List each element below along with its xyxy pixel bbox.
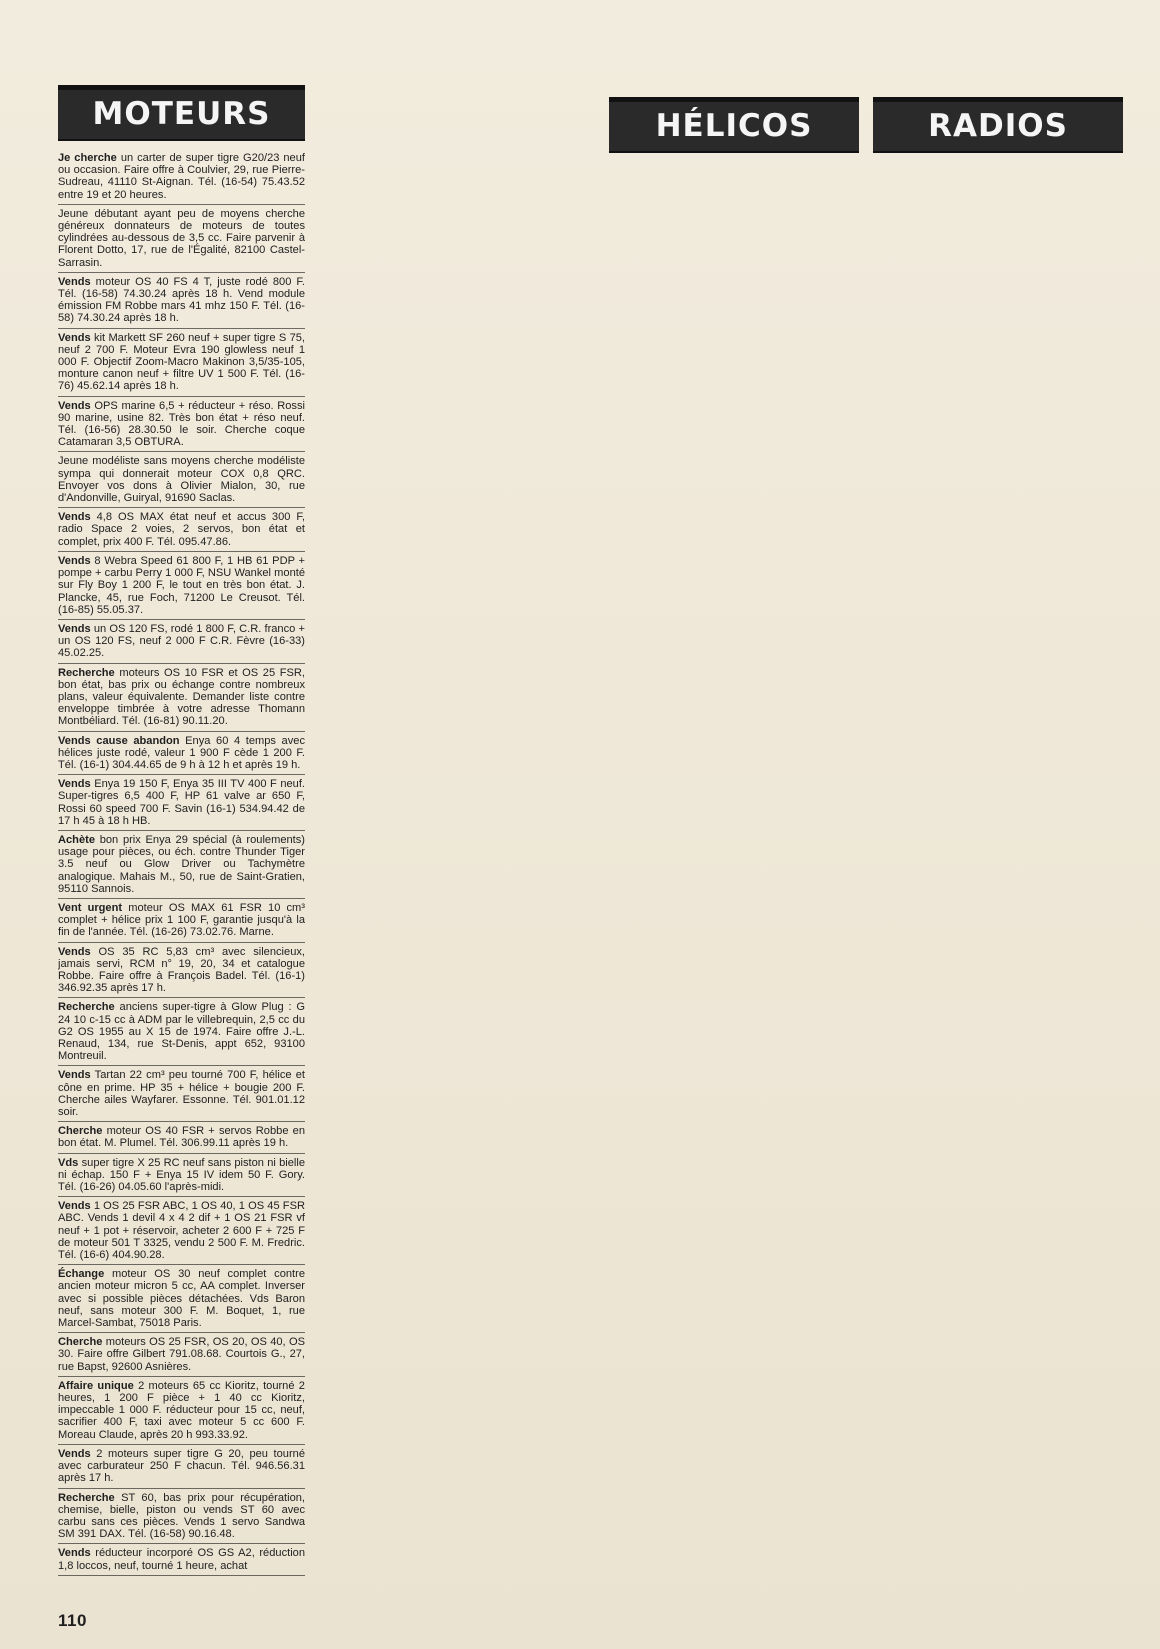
classified-ad: [58, 455, 305, 508]
classified-ad: [58, 1069, 305, 1122]
ad-lead: Vends: [58, 554, 91, 567]
ad-text: Enya 19 150 F, Enya 35 III TV 400 F neuf. Super-tigres 6,5 400 F, HP 61 valve ar 650 F, Rossi 60 speed 700 F. Savin (16-1) 534.94.42 de 17 h 45 à 18 h HB.: [58, 778, 305, 827]
ad-lead: Cherche: [58, 1336, 103, 1349]
ad-lead: Affaire unique: [58, 1379, 134, 1392]
classified-ad: [58, 946, 305, 999]
ad-lead: Vends: [58, 1447, 91, 1460]
classified-ad: [58, 1492, 305, 1545]
classified-ad: [58, 1448, 305, 1489]
ads-columns: [58, 85, 1103, 1600]
ad-lead: Recherche: [58, 1491, 115, 1504]
ad-text: super tigre X 25 RC neuf sans piston ni bielle ni échap. 150 F + Enya 15 IV idem 50 F. Gory. Tél. (16-26) 04.05.60 l'après-midi.: [58, 1156, 305, 1194]
classified-ad: [58, 400, 305, 453]
ad-text: 2 moteurs 65 cc Kioritz, tourné 2 heures, 1 200 F pièce + 1 40 cc Kioritz, impeccable 1 000 F. réducteur pour 15 cc, neuf, sacrifier 400 F, taxi avec moteur 5 cc 600 F. Moreau Claude, après 20 h 993.33.92.: [58, 1379, 305, 1441]
classified-ad: [58, 208, 305, 273]
column-4: [873, 85, 1123, 1600]
ad-lead: Vent urgent: [58, 901, 123, 914]
ad-lead: Vds: [58, 1156, 79, 1169]
ad-lead: Vends: [58, 275, 91, 288]
classified-ad: [58, 1001, 305, 1066]
classified-ad: [58, 1157, 305, 1198]
column-3: [609, 85, 859, 1600]
ad-text: réducteur incorporé OS GS A2, réduction 1,8 loccos, neuf, tourné 1 heure, achat: [58, 1547, 305, 1572]
section-title-helicos: HÉLICOS: [609, 97, 859, 153]
ad-lead: Cherche: [58, 1125, 103, 1138]
column-1: [58, 85, 305, 1600]
ad-lead: Vends: [58, 1200, 91, 1213]
ad-lead: Recherche: [58, 1001, 115, 1014]
ad-text: OS 35 RC 5,83 cm³ avec silencieux, jamais servi, RCM n° 19, 20, 34 et catalogue Robbe. Faire offre à François Badel. Tél. (16-1) 346.92.35 après 17 h.: [58, 945, 305, 995]
classified-ad: [58, 667, 305, 732]
ad-lead: Recherche: [58, 666, 115, 679]
ad-lead: Vends: [58, 622, 91, 635]
ad-lead: Vends: [58, 511, 91, 524]
page-number: 110: [58, 1611, 87, 1630]
classified-ad: [58, 152, 305, 205]
classified-ad: [58, 555, 305, 620]
classified-ad: [58, 1336, 305, 1377]
classified-ad: [58, 1547, 305, 1575]
ads-list-1: [58, 152, 305, 1576]
ad-text: Jeune débutant ayant peu de moyens cherche généreux donnateurs de moteurs de toutes cylindrées au-dessous de 3,5 cc. Faire parvenir à Florent Dotto, 17, rue de l'Égalité, 82100 Castel-Sarrasin.: [58, 207, 305, 269]
ad-text: Enya 60 4 temps avec hélices juste rodé, valeur 1 900 F cède 1 200 F. Tél. (16-1) 304.44.65 de 9 h à 12 h et après 19 h.: [58, 734, 305, 771]
ad-lead: Échange: [58, 1268, 105, 1281]
ad-text: kit Markett SF 260 neuf + super tigre S 75, neuf 2 700 F. Moteur Evra 190 glowless neuf 1 000 F. Objectif Zoom-Macro Makinon 3,5/35-105, monture canon neuf + filtre UV 1 500 F. Tél. (16-76) 45.62.14 après 18 h.: [58, 331, 305, 393]
classified-ad: [58, 834, 305, 899]
classified-ad: [58, 511, 305, 552]
ad-text: 4,8 OS MAX état neuf et accus 300 F, radio Space 2 voies, 2 servos, bon état et complet, prix 400 F. Tél. 095.47.86.: [58, 511, 305, 548]
ad-lead: Vends: [58, 945, 91, 958]
ad-text: Jeune modéliste sans moyens cherche modéliste sympa qui donnerait moteur COX 0,8 QRC. Envoyer vos dons à Olivier Mialon, 30, rue d'Andonville, Guiryal, 91690 Saclas.: [58, 455, 305, 505]
ad-lead: Vends: [58, 1069, 91, 1082]
section-title-moteurs: MOTEURS: [58, 85, 305, 141]
ad-text: moteur OS 40 FSR + servos Robbe en bon état. M. Plumel. Tél. 306.99.11 après 19 h.: [58, 1125, 305, 1150]
ad-lead: Vends cause abandon: [58, 734, 180, 747]
ad-text: 1 OS 25 FSR ABC, 1 OS 40, 1 OS 45 FSR ABC. Vends 1 devil 4 x 4 2 dif + 1 OS 21 FSR vf neuf + 1 pot + réservoir, acheter 2 600 F + 725 F de moteur 501 T 3325, vendu 2 500 F. M. Fredric. Tél. (16-6) 404.90.28.: [58, 1200, 305, 1262]
ad-text: 8 Webra Speed 61 800 F, 1 HB 61 PDP + pompe + carbu Perry 1 000 F, NSU Wankel monté sur Fly Boy 1 200 F, le tout en très bon état. J. Plancke, 45, rue Foch, 71200 Le Creusot. Tél. (16-85) 55.05.37.: [58, 554, 305, 616]
ad-text: moteur OS MAX 61 FSR 10 cm³ complet + hélice prix 1 100 F, garantie jusqu'à la fin de l'année. Tél. (16-26) 73.02.76. Marne.: [58, 901, 305, 939]
ad-text: ST 60, bas prix pour récupération, chemise, bielle, piston ou vends ST 60 avec carbu sans ces pièces. Vends 1 servo Sandwa SM 391 DAX. Tél. (16-58) 90.16.48.: [58, 1491, 305, 1541]
ad-lead: Vends: [58, 399, 91, 412]
ad-text: moteurs OS 25 FSR, OS 20, OS 40, OS 30. Faire offre Gilbert 791.08.68. Courtois G., 27, rue Bapst, 92600 Asnières.: [58, 1336, 305, 1373]
classified-ad: [58, 778, 305, 831]
ad-lead: Vends: [58, 1547, 91, 1560]
ad-text: moteurs OS 10 FSR et OS 25 FSR, bon état, bas prix ou échange contre nombreux plans, valeur équivalente. Demander liste contre enveloppe timbrée à votre adresse Thomann Montbéliard. Tél. (16-81) 90.11.20.: [58, 666, 305, 728]
ad-lead: Je cherche: [58, 152, 117, 164]
ad-text: 2 moteurs super tigre G 20, peu tourné avec carburateur 250 F chacun. Tél. 946.56.31 après 17 h.: [58, 1447, 305, 1485]
classified-ad: [58, 623, 305, 664]
ad-lead: Vends: [58, 778, 91, 791]
ad-text: un carter de super tigre G20/23 neuf ou occasion. Faire offre à Coulvier, 29, rue Pierre-Sudreau, 41110 St-Aignan. Tél. (16-54) 75.43.52 entre 19 et 20 heures.: [58, 152, 305, 201]
classified-ad: [58, 1380, 305, 1445]
ad-text: un OS 120 FS, rodé 1 800 F, C.R. franco + un OS 120 FS, neuf 2 000 F C.R. Fèvre (16-33) 45.02.25.: [58, 622, 305, 660]
ad-text: Tartan 22 cm³ peu tourné 700 F, hélice et cône en prime. HP 35 + hélice + bougie 200 F. Cherche ailes Wayfarer. Essonne. Tél. 901.01.12 soir.: [58, 1069, 305, 1119]
ad-text: moteur OS 30 neuf complet contre ancien moteur micron 5 cc, AA complet. Inverser avec si possible pièces détachées. Vds Baron neuf, sans moteur 300 F. M. Boquet, 1, rue Marcel-Sambat, 75018 Paris.: [58, 1268, 305, 1330]
classified-ad: [58, 1200, 305, 1265]
classified-ad: [58, 1268, 305, 1333]
section-title-radios: RADIOS: [873, 97, 1123, 153]
classified-ad: [58, 332, 305, 397]
ad-text: moteur OS 40 FS 4 T, juste rodé 800 F. Tél. (16-58) 74.30.24 après 18 h. Vend module émission FM Robbe mars 41 mhz 150 F. Tél. (16-58) 74.30.24 après 18 h.: [58, 275, 305, 325]
ad-text: bon prix Enya 29 spécial (à roulements) usage pour pièces, ou éch. contre Thunder Tiger 3.5 neuf ou Glow Driver ou Tachymètre analogique. Mahais M., 50, rue de Saint-Gratien, 95110 Sannois.: [58, 833, 305, 895]
column-2: [319, 85, 595, 1600]
ad-lead: Achète: [58, 833, 95, 846]
ad-text: anciens super-tigre à Glow Plug : G 24 10 c-15 cc à ADM par le villebrequin, 2,5 cc du G2 OS 1955 au X 15 de 1974. Faire offre J.-L. Renaud, 134, rue St-Denis, appt 652, 93100 Montreuil.: [58, 1001, 305, 1063]
classified-ad: [58, 735, 305, 776]
ad-text: OPS marine 6,5 + réducteur + réso. Rossi 90 marine, usine 82. Très bon état + réso neuf. Tél. (16-56) 28.30.50 le soir. Cherche coque Catamaran 3,5 OBTURA.: [58, 399, 305, 449]
ad-lead: Vends: [58, 331, 91, 344]
classified-ad: [58, 1125, 305, 1153]
classified-ad: [58, 276, 305, 329]
classified-ad: [58, 902, 305, 943]
